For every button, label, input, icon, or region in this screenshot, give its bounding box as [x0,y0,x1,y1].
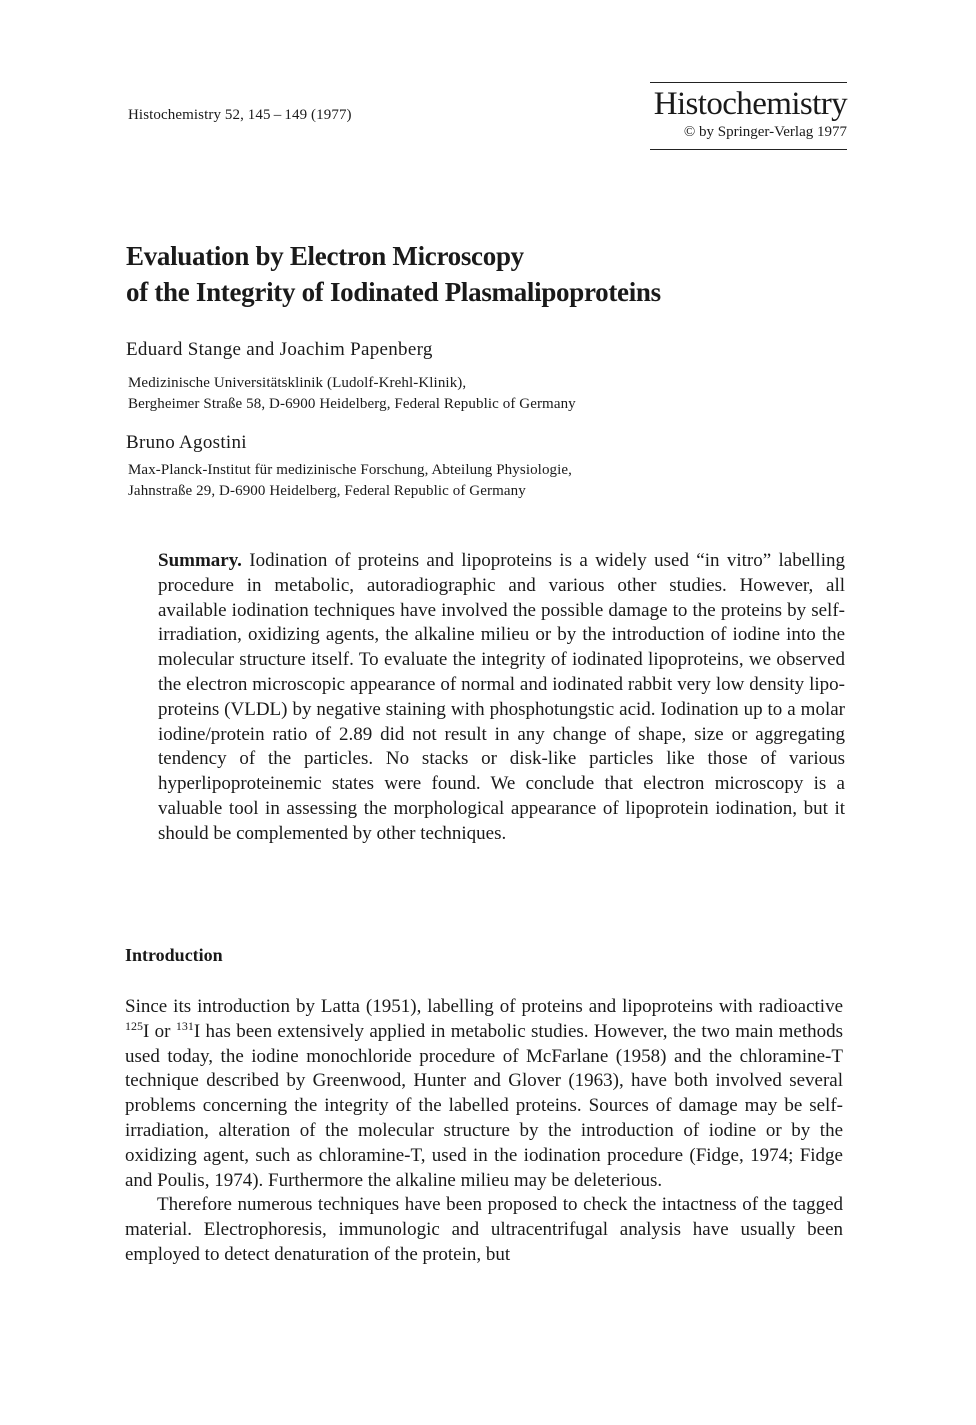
journal-masthead [650,82,847,150]
journal-citation: Histochemistry 52, 145 – 149 (1977) [128,107,352,123]
journal-name: Histochemistry [653,86,847,122]
paragraph-1-text-b: I or [143,1020,176,1042]
paragraph-1-text-c: I has been extensively applied in metabolic studies. However, the two main methods used today, the iodine monochloride procedure of McFarlane (1958) and the chloramine-T technique described by Greenwood, Hunter and Glover (1963), have both involved several problems concerning the integrity of the labelled proteins. Sources of damage may be self-irradiation, alteration of the molecular structure by the introduction of iodine or by the oxidizing agent, such as chloramine-T, used in the iodination procedure (Fidge, 1974; Fidge and Poulis, 1974). Furthermore the alkaline milieu may be deleterious. [125,1020,843,1191]
affiliation-1-line-1: Medizinische Universitätsklinik (Ludolf-Krehl-Klinik), [128,375,467,391]
summary-text: Iodination of proteins and lipoproteins is a widely used “in vitro” labelling procedure in metabolic, autoradiographic and various other studies. However, all available iodination techniques have involved the possible damage to the proteins by self-irradiation, oxidizing agents, the alkaline milieu or by the introduction of iodine into the molecular structure itself. To evaluate the integrity of iodinated lipoproteins, we observed the electron microscopic appearance of normal and iodinated rabbit very low density lipoproteins (VLDL) by negative staining with phosphotungstic acid. Iodination up to a molar iodine/protein ratio of 2.89 did not result in any change of shape, size or aggregating tendency of the particles. No stacks or disk-like particles like those of various hyperlipoproteinemic states were found. We conclude that electron microscopy is a valuable tool in assessing the morphological appearance of lipoprotein iodination, but it should be complemented by other techniques. [158,550,845,844]
article-title [126,238,886,310]
masthead-bottom-rule [650,149,847,150]
summary-abstract [158,549,845,847]
introduction-paragraph-1 [125,995,843,1193]
affiliation-1-line-2: Bergheimer Straße 58, D-6900 Heidelberg, Federal Republic of Germany [128,396,576,412]
section-heading-introduction: Introduction [125,945,223,965]
isotope-125-superscript: 125 [125,1018,143,1033]
title-line-2: of the Integrity of Iodinated Plasmalipoproteins [126,277,661,307]
publisher-copyright: © by Springer-Verlag 1977 [683,124,847,140]
isotope-131-superscript: 131 [175,1018,194,1033]
introduction-body [125,995,843,1268]
paragraph-1-text-a: Since its introduction by Latta (1951), labelling of proteins and lipoproteins with radioactive [125,996,843,1017]
author-names-1: Eduard Stange and Joachim Papenberg [126,339,433,360]
affiliation-2-line-2: Jahnstraße 29, D-6900 Heidelberg, Federal Republic of Germany [128,483,526,499]
affiliation-2-line-1: Max-Planck-Institut für medizinische Forschung, Abteilung Physiologie, [128,462,573,478]
masthead-top-rule [650,82,847,83]
introduction-paragraph-2: Therefore numerous techniques have been proposed to check the intactness of the tagged material. Electrophoresis, immunologic and ultracentrifugal analysis have usually been employed to detect denaturation of the protein, but [125,1194,843,1265]
affiliation-2 [128,460,572,502]
title-line-1: Evaluation by Electron Microscopy [126,241,524,271]
summary-label: Summary. [158,550,242,571]
author-names-2: Bruno Agostini [126,432,247,453]
affiliation-1 [128,373,576,415]
